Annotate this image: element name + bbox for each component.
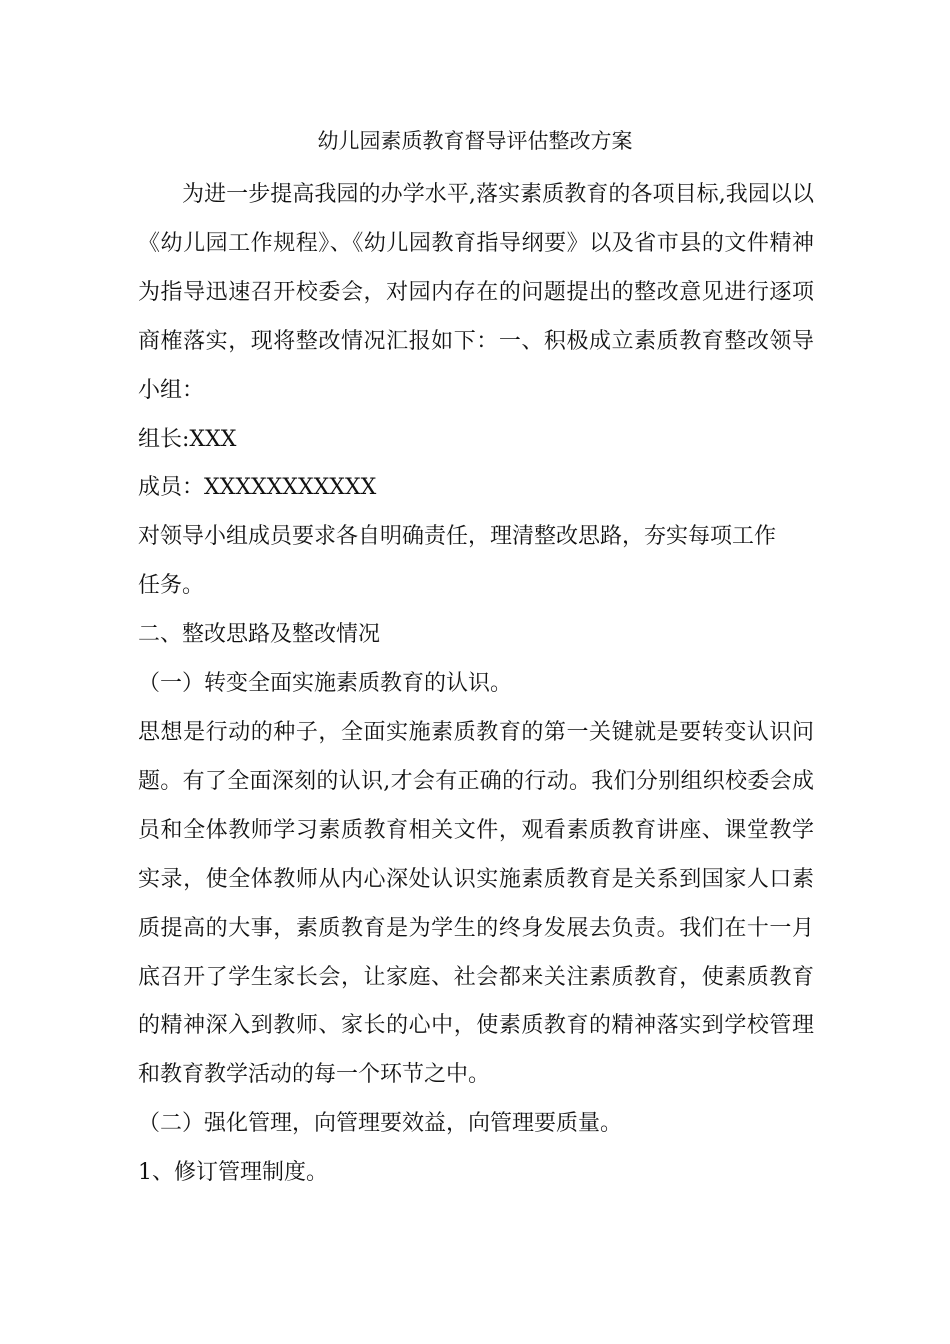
section-2-heading: 二、整改思路及整改情况 [138, 622, 381, 648]
subsection-1-paragraph: 思想是行动的种子，全面实施素质教育的第一关键就是要转变认识问题。有了全面深刻的认识,才会有正确的行动。我们分别组织校委会成员和全体教师学习素质教育相关文件，观看素质教育讲座、课堂教学实录，使全体教师从内心深处认识实施素质教育是关系到国家人口素质提高的大事，素质教育是为学生的终身发展去负责。我们在十一月底召开了学生家长会，让家庭、社会都来关注素质教育，使素质教育的精神深入到教师、家长的心中，使素质教育的精神落实到学校管理和教育教学活动的每一个环节之中。 [138, 719, 814, 1088]
item-1-heading: 1、修订管理制度。 [138, 1160, 328, 1186]
document-title: 幼儿园素质教育督导评估整改方案 [317, 129, 633, 153]
group-leader-line: 组长:XXX [138, 426, 237, 452]
members-line: 成员：XXXXXXXXXXX [138, 475, 377, 501]
responsibility-line-1: 对领导小组成员要求各自明确责任，理清整改思路，夯实每项工作 [138, 524, 777, 550]
intro-paragraph: 为进一步提高我园的办学水平,落实素质教育的各项目标,我园以以《幼儿园工作规程》、《幼儿园教育指导纲要》以及省市县的文件精神为指导迅速召开校委会，对园内存在的问题提出的整改意见进行逐项商榷落实，现将整改情况汇报如下：一、积极成立素质教育整改领导小组： [138, 182, 814, 403]
responsibility-line-2: 任务。 [138, 573, 205, 599]
subsection-2-heading: （二）强化管理，向管理要效益，向管理要质量。 [138, 1111, 623, 1137]
subsection-1-heading: （一）转变全面实施素质教育的认识。 [138, 671, 513, 697]
document-body [138, 171, 814, 1198]
